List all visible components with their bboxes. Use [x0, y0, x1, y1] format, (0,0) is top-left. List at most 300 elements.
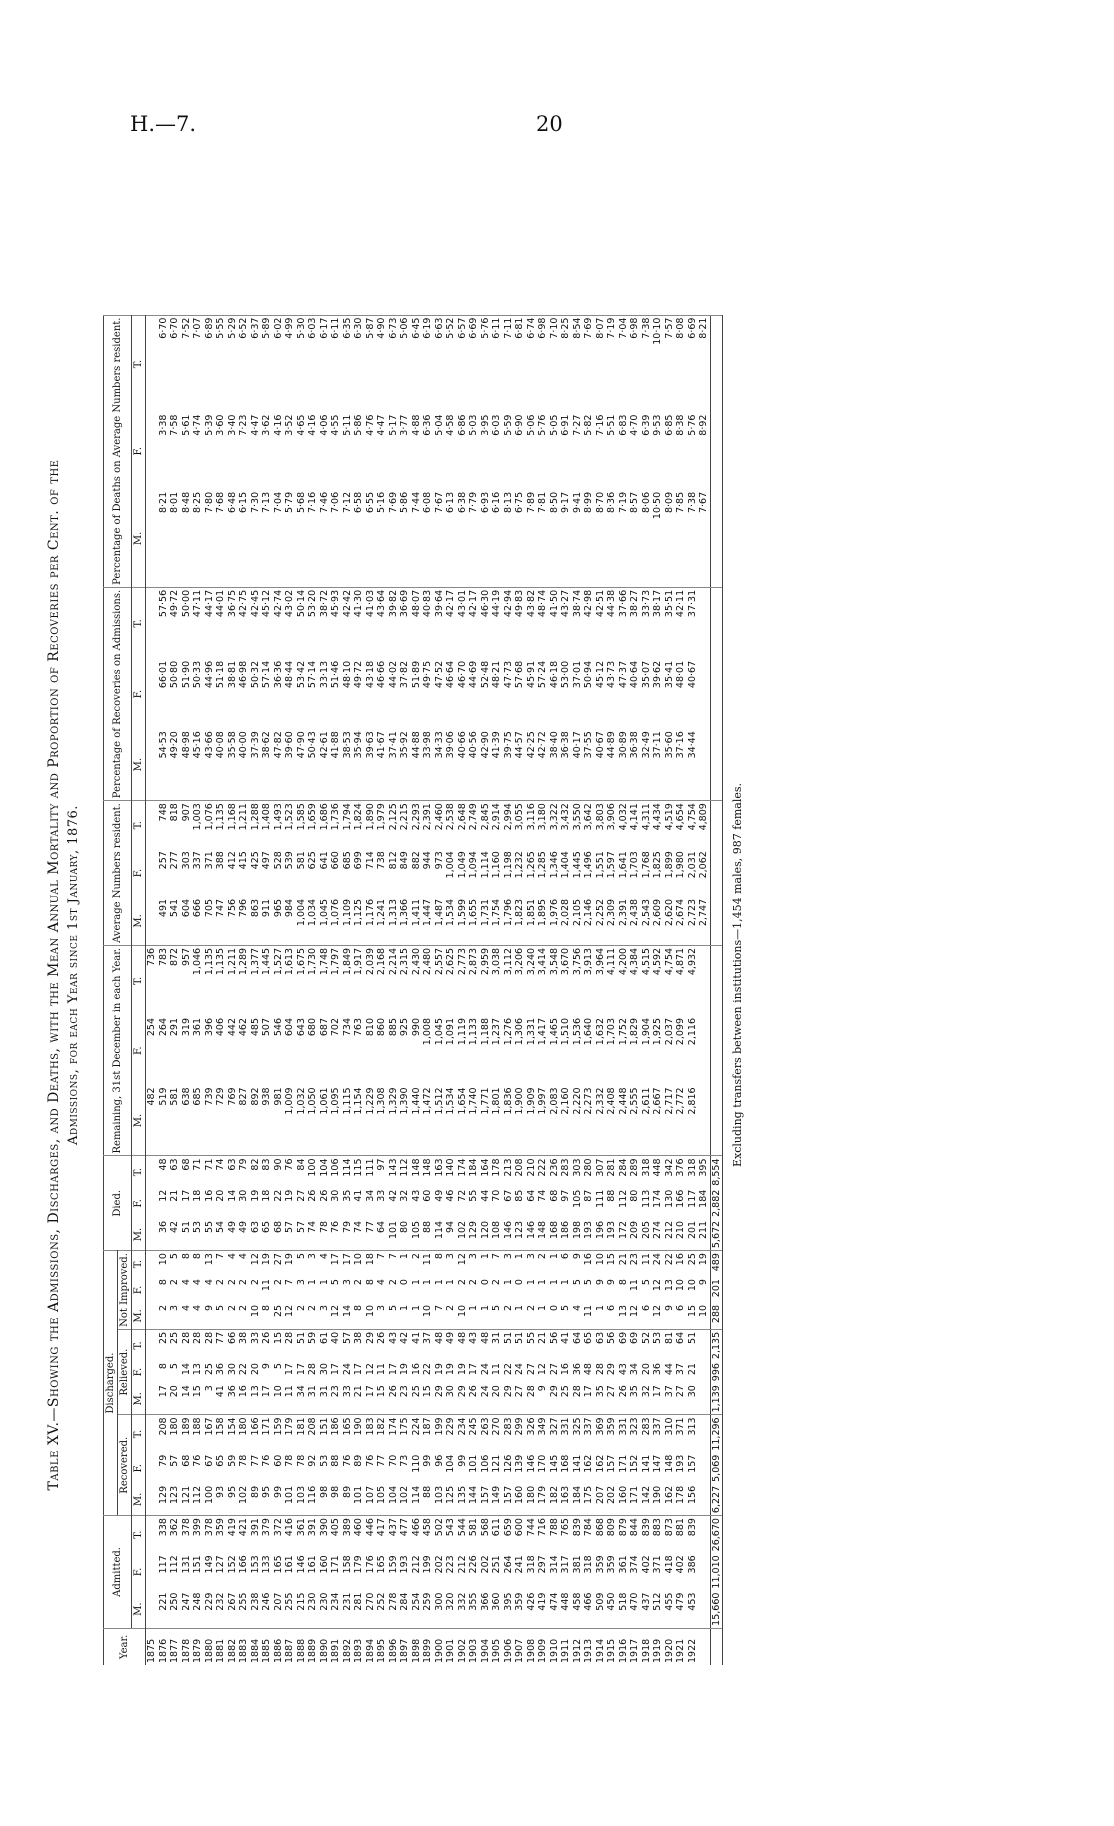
value-cell: 32·49 [640, 731, 652, 759]
value-cell: 448 [652, 1156, 664, 1188]
value-cell: 1,748 [319, 945, 331, 1016]
value-cell: 1,510 [560, 1017, 571, 1046]
value-cell: 4·47 [376, 414, 387, 436]
year-cell: 1886 [273, 1628, 285, 1665]
value-cell: 1,849 [342, 945, 354, 1016]
value-cell: 8 [157, 1363, 169, 1370]
value-cell: 129 [468, 1220, 479, 1240]
value-cell: 4 [319, 1251, 331, 1277]
value-cell: 44·38 [606, 587, 618, 659]
value-cell: 6·48 [226, 491, 238, 514]
value-cell: 231 [341, 1592, 353, 1611]
value-cell: 22 [238, 1363, 249, 1376]
value-cell: 57 [295, 1220, 307, 1233]
value-cell: 5 [169, 1251, 181, 1277]
value-cell: 35 [341, 1189, 353, 1202]
value-cell: 15 [376, 1385, 387, 1398]
value-cell: 48·44 [284, 660, 295, 689]
value-cell: 101 [387, 1220, 399, 1240]
value-cell: 30 [238, 1189, 249, 1202]
value-cell: 3,240 [526, 945, 538, 1016]
value-cell: 29 [606, 1363, 617, 1376]
value-cell [146, 315, 158, 413]
value-cell: 48·07 [411, 587, 423, 659]
value-cell: 43·02 [284, 587, 296, 659]
value-cell: 5·59 [502, 414, 514, 436]
value-cell: 181 [296, 1415, 308, 1453]
value-cell: 1,308 [376, 1087, 387, 1115]
value-cell: 1,551 [594, 851, 606, 879]
value-cell: 28 [307, 1363, 318, 1376]
value-cell: 1,536 [571, 1017, 583, 1046]
value-cell: 70 [387, 1454, 399, 1467]
value-cell: 4 [238, 1251, 250, 1277]
value-cell: 154 [227, 1415, 239, 1453]
value-cell: 5·06 [525, 414, 537, 436]
sub-header-f: F. [132, 849, 146, 897]
value-cell: 2 [157, 1304, 169, 1311]
value-cell: 27 [675, 1385, 686, 1398]
value-cell: 1,703 [606, 1017, 617, 1046]
value-cell: 1,004 [445, 851, 456, 879]
value-cell: 14 [341, 1304, 353, 1318]
value-cell: 361 [192, 1017, 203, 1037]
value-cell: 19 [249, 1189, 261, 1202]
value-cell: 421 [238, 1516, 250, 1554]
value-cell: 18 [192, 1189, 203, 1202]
value-cell: 2,215 [399, 801, 411, 850]
value-cell: 29 [365, 1329, 377, 1361]
value-cell: 76 [192, 1454, 203, 1467]
value-cell: 37·41 [387, 731, 399, 759]
value-cell: 1,076 [330, 898, 341, 927]
value-cell: 4,519 [664, 801, 676, 850]
year-cell: 1916 [618, 1628, 630, 1665]
value-cell: 166 [250, 1415, 262, 1453]
value-cell: 973 [433, 851, 445, 870]
value-cell: 117 [686, 1189, 698, 1208]
value-cell: 739 [203, 1087, 215, 1106]
value-cell: 17 [364, 1385, 376, 1398]
year-cell [710, 1628, 723, 1665]
value-cell: 36 [157, 1220, 169, 1233]
value-cell: 8 [434, 1251, 446, 1277]
year-cell [698, 1628, 710, 1665]
value-cell: 455 [663, 1592, 675, 1611]
value-cell: 48·10 [341, 660, 353, 689]
value-cell [146, 1591, 158, 1629]
value-cell: 6·37 [250, 315, 262, 413]
value-cell: 257 [157, 851, 169, 870]
year-cell: 1905 [491, 1628, 503, 1665]
value-cell: 2,749 [468, 801, 480, 850]
value-cell: 518 [617, 1592, 629, 1611]
table-row [238, 315, 250, 1665]
value-cell: 4 [180, 1279, 192, 1286]
value-cell: 2,160 [560, 1087, 571, 1115]
value-cell: 299 [514, 1415, 526, 1453]
value-cell: 7·69 [387, 491, 399, 514]
value-cell: 10 [249, 1304, 261, 1318]
table-row [284, 315, 296, 1665]
value-cell: 314 [548, 1555, 560, 1574]
value-cell: 4,311 [641, 801, 653, 850]
value-cell: 1,109 [341, 898, 353, 927]
value-cell: 7·89 [525, 491, 537, 514]
value-cell [698, 729, 710, 800]
value-cell [146, 1383, 158, 1415]
value-cell: 41 [215, 1385, 226, 1398]
table-row [664, 315, 676, 1665]
value-cell: 157 [686, 1454, 698, 1473]
value-cell: 1,825 [652, 851, 663, 879]
value-cell: 105 [410, 1220, 422, 1240]
value-cell: 1,135 [215, 945, 227, 1016]
value-cell: 47·82 [272, 731, 284, 759]
value-cell: 5 [296, 1251, 308, 1277]
value-cell: 68 [180, 1454, 192, 1467]
value-cell: 38·81 [226, 660, 238, 689]
year-cell: 1922 [687, 1628, 699, 1665]
value-cell: 34 [629, 1363, 640, 1376]
value-cell: 41·88 [330, 731, 341, 759]
year-cell: 1881 [215, 1628, 227, 1665]
value-cell: 7·16 [307, 491, 318, 514]
value-cell: 4,754 [664, 945, 676, 1016]
value-cell: 4·65 [295, 414, 307, 436]
value-cell: 26 [387, 1385, 399, 1398]
table-row [227, 315, 239, 1665]
value-cell: 48 [457, 1329, 469, 1361]
value-cell: 3,550 [572, 801, 584, 850]
value-cell: 641 [318, 851, 330, 870]
value-cell: 666 [192, 898, 203, 918]
value-cell: 7·67 [433, 491, 445, 514]
year-cell: 1894 [365, 1628, 377, 1665]
value-cell: 359 [514, 1592, 525, 1611]
value-cell: 53 [318, 1454, 330, 1467]
value-cell: 996 [710, 1363, 722, 1382]
value-cell: 64 [525, 1189, 537, 1202]
col-not-improved: Not Improved. [118, 1251, 132, 1330]
value-cell: 860 [376, 1017, 387, 1037]
table-row [261, 315, 273, 1665]
value-cell: 35 [594, 1385, 606, 1398]
value-cell: 659 [503, 1516, 515, 1554]
table-row [514, 315, 526, 1665]
value-cell: 4 [203, 1279, 215, 1286]
value-cell: 141 [640, 1454, 652, 1473]
value-cell: 105 [376, 1485, 387, 1504]
value-cell [146, 1188, 158, 1219]
value-cell [146, 1156, 158, 1188]
sub-header-t: T. [132, 1251, 146, 1277]
value-cell: 193 [675, 1454, 686, 1473]
value-cell: 247 [180, 1592, 192, 1611]
value-cell: 502 [434, 1516, 446, 1554]
value-cell: 34·44 [686, 731, 698, 759]
value-cell: 188 [192, 1415, 204, 1453]
value-cell: 42·72 [537, 731, 548, 759]
value-cell: 183 [365, 1415, 377, 1453]
col-recovered: Recovered. [118, 1415, 132, 1516]
value-cell: 37·82 [399, 660, 410, 689]
table-row [687, 315, 699, 1665]
value-cell: 5·61 [180, 414, 192, 436]
value-cell: 3,112 [503, 945, 515, 1016]
value-cell [698, 1516, 710, 1554]
value-cell: 374 [629, 1555, 640, 1574]
value-cell: 839 [687, 1516, 699, 1554]
value-cell: 78 [284, 1454, 295, 1467]
value-cell: 1,306 [514, 1017, 525, 1046]
value-cell: 6·36 [422, 414, 433, 436]
value-cell: 1 [548, 1279, 560, 1286]
value-cell: 10 [353, 1251, 365, 1277]
value-cell: 42 [387, 1189, 399, 1202]
value-cell: 80 [629, 1189, 640, 1202]
value-cell: 810 [364, 1017, 376, 1037]
value-cell: 8·36 [606, 491, 617, 514]
value-cell: 1,640 [583, 1017, 594, 1046]
value-cell: 1 [433, 1279, 445, 1286]
value-cell: 208 [307, 1415, 319, 1453]
table-row [146, 315, 158, 1665]
value-cell: 2,438 [629, 898, 640, 927]
value-cell: 89 [341, 1485, 353, 1498]
sub-header-m: M. [132, 897, 146, 945]
value-cell: 5,672 [710, 1219, 723, 1251]
value-cell: 2,116 [686, 1017, 698, 1046]
value-cell: 211 [698, 1220, 709, 1240]
value-cell: 41·03 [365, 587, 377, 659]
value-cell: 17 [468, 1363, 479, 1376]
value-cell: 437 [640, 1592, 652, 1611]
value-cell: 1,895 [537, 898, 548, 927]
value-cell: 51 [180, 1220, 192, 1233]
table-row [595, 315, 607, 1665]
value-cell: 14 [226, 1189, 238, 1202]
value-cell: 7·06 [330, 491, 341, 514]
table-row [411, 315, 423, 1665]
value-cell: 27 [295, 1189, 307, 1202]
value-cell: 190 [652, 1485, 663, 1504]
value-cell: 37·31 [687, 587, 699, 659]
table-row [192, 315, 204, 1665]
value-cell: 2,168 [376, 945, 388, 1016]
value-cell: 114 [342, 1156, 354, 1188]
value-cell: 22 [664, 1251, 676, 1277]
value-cell [710, 1016, 723, 1085]
table-row [468, 315, 480, 1665]
year-cell: 1887 [284, 1628, 296, 1665]
value-cell: 159 [273, 1415, 285, 1453]
value-cell: 7·11 [503, 315, 515, 413]
value-cell: 111 [594, 1189, 606, 1208]
value-cell: 716 [537, 1516, 549, 1554]
year-cell: 1895 [376, 1628, 388, 1665]
value-cell: 17 [180, 1189, 192, 1202]
value-cell: 44 [479, 1189, 491, 1202]
year-cell: 1885 [261, 1628, 273, 1665]
value-cell: 25 [687, 1251, 699, 1277]
value-cell: 5 [640, 1279, 652, 1286]
value-cell: 1,076 [204, 801, 216, 850]
value-cell: 7·44 [410, 491, 422, 514]
value-cell: 327 [549, 1415, 561, 1453]
value-cell: 25 [203, 1363, 215, 1376]
value-cell: 734 [341, 1017, 353, 1037]
value-cell: 43·01 [457, 587, 469, 659]
value-cell: 7·81 [537, 491, 548, 514]
value-cell: 38·40 [548, 731, 560, 759]
value-cell: 5·76 [480, 315, 492, 413]
value-cell: 458 [571, 1592, 583, 1611]
table-row [215, 315, 227, 1665]
value-cell: 65 [583, 1329, 595, 1361]
value-cell: 170 [537, 1454, 548, 1473]
value-cell: 1,288 [250, 801, 262, 850]
value-cell: 872 [169, 945, 181, 1016]
value-cell: 48 [583, 1363, 594, 1376]
value-cell: 7 [376, 1251, 388, 1277]
value-cell: 12 [652, 1304, 663, 1318]
value-cell: 283 [641, 1415, 653, 1453]
value-cell: 4·47 [249, 414, 261, 436]
value-cell: 1,119 [456, 1017, 468, 1046]
value-cell: 1,851 [525, 898, 537, 927]
value-cell: 221 [157, 1592, 169, 1611]
value-cell: 3 [307, 1251, 319, 1277]
value-cell: 23 [330, 1385, 341, 1398]
value-cell: 3 [468, 1251, 480, 1277]
value-cell: 6·58 [353, 491, 364, 514]
value-cell: 12 [537, 1363, 548, 1376]
value-cell: 7·69 [583, 315, 595, 413]
value-cell: 1 [399, 1251, 411, 1277]
value-cell: 10·10 [652, 315, 664, 413]
value-cell: 37 [422, 1329, 434, 1361]
value-cell: 3,756 [572, 945, 584, 1016]
year-cell: 1919 [652, 1628, 664, 1665]
value-cell: 88 [422, 1485, 433, 1498]
value-cell [146, 490, 158, 587]
value-cell: 12 [284, 1304, 295, 1318]
value-cell: 1,654 [456, 1087, 468, 1115]
year-cell: 1910 [549, 1628, 561, 1665]
year-cell: 1920 [664, 1628, 676, 1665]
value-cell: 546 [272, 1017, 284, 1037]
value-cell: 1,599 [456, 898, 468, 927]
value-cell: 7·19 [617, 491, 629, 514]
value-cell: 10 [456, 1304, 468, 1318]
value-cell: 6·03 [491, 414, 502, 436]
table-row [606, 315, 618, 1665]
value-cell: 106 [479, 1454, 491, 1473]
value-cell: 7·58 [169, 414, 180, 436]
value-cell: 1,032 [295, 1087, 307, 1115]
value-cell: 1,824 [353, 801, 365, 850]
value-cell: 89 [353, 1454, 364, 1467]
value-cell: 29 [502, 1385, 514, 1398]
value-cell: 318 [687, 1156, 699, 1188]
value-cell: 783 [158, 945, 170, 1016]
value-cell: 167 [204, 1415, 216, 1453]
value-cell: 342 [664, 1156, 676, 1188]
value-cell: 1 [514, 1251, 526, 1277]
col-remaining: Remaining, 31st December in each Year. [104, 945, 132, 1156]
value-cell: 196 [594, 1220, 606, 1240]
value-cell: 33 [341, 1385, 353, 1398]
year-cell: 1901 [445, 1628, 457, 1665]
value-cell: 230 [318, 1592, 330, 1611]
value-cell: 300 [433, 1592, 445, 1611]
value-cell: 763 [353, 1017, 364, 1037]
value-cell: 2,125 [388, 801, 400, 850]
value-cell: 16 [238, 1385, 249, 1398]
value-cell: 35·07 [640, 660, 652, 689]
value-cell: 796 [238, 898, 249, 918]
value-cell: 12 [629, 1304, 640, 1318]
value-cell: 148 [663, 1454, 675, 1473]
value-cell: 8·50 [548, 491, 560, 514]
value-cell: 5,069 [710, 1454, 722, 1482]
value-cell: 705 [203, 898, 215, 918]
value-cell: 148 [537, 1220, 548, 1240]
value-cell: 30 [318, 1363, 330, 1376]
value-cell: 1,008 [422, 1017, 433, 1046]
value-cell: 1,754 [491, 898, 502, 927]
value-cell: 79 [238, 1156, 250, 1188]
value-cell: 1,133 [468, 1017, 479, 1046]
value-cell: 103 [295, 1485, 307, 1504]
value-cell: 7·38 [686, 491, 698, 514]
value-cell: 175 [399, 1415, 411, 1453]
value-cell: 680 [307, 1017, 318, 1037]
value-cell: 8·09 [663, 491, 675, 514]
value-cell: 78 [318, 1220, 330, 1233]
value-cell: 491 [157, 898, 169, 918]
value-cell: 396 [203, 1017, 215, 1037]
table-row [698, 315, 710, 1665]
value-cell: 190 [353, 1415, 365, 1453]
value-cell: 44 [663, 1363, 675, 1376]
value-cell [710, 897, 723, 945]
value-cell: 1,731 [479, 898, 491, 927]
value-cell: 485 [249, 1017, 261, 1037]
value-cell: 146 [525, 1454, 537, 1473]
value-cell: 437 [388, 1516, 400, 1554]
value-cell: 44·02 [387, 660, 399, 689]
value-cell: 45·91 [525, 660, 537, 689]
value-cell: 6·89 [204, 315, 216, 413]
value-cell: 738 [376, 851, 387, 870]
value-cell: 39·75 [502, 731, 514, 759]
value-cell: 8 [617, 1279, 629, 1286]
value-cell: 925 [399, 1017, 410, 1037]
value-cell: 1,115 [341, 1087, 353, 1115]
value-cell: 4 [192, 1279, 203, 1286]
value-cell: 371 [675, 1415, 687, 1453]
value-cell: 849 [399, 851, 410, 870]
year-cell: 1921 [675, 1628, 687, 1665]
value-cell: 2 [387, 1279, 399, 1286]
value-cell: 747 [215, 898, 226, 918]
value-cell: 35·94 [353, 731, 364, 759]
value-cell: 102 [456, 1220, 468, 1240]
value-cell: 12 [250, 1251, 262, 1277]
value-cell: 660 [330, 851, 341, 870]
